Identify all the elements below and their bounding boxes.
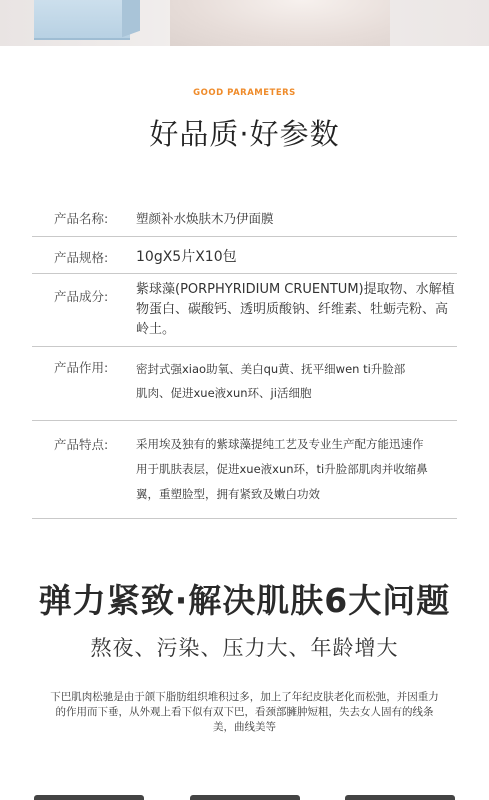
image-edge <box>34 795 144 800</box>
model-image <box>170 0 390 46</box>
divider <box>32 346 457 347</box>
image-edge <box>190 795 300 800</box>
section-description: 下巴肌肉松驰是由于颌下脂肪组织堆积过多，加上了年纪皮肤老化而松弛，并因重力的作用而下垂，从外观上看下似有双下巴，看颈部臃肿短粗，失去女人固有的线条美，曲线美等 <box>50 691 439 733</box>
section-subtitle-english: GOOD PARAMETERS <box>193 88 296 98</box>
param-value: 密封式强xiao助氧、美白qu黄、抚平细wen ti升脸部肌肉、促进xue液xun环、ji活细胞 <box>136 362 406 400</box>
param-row-ingredients <box>32 280 457 340</box>
param-row-spec <box>32 245 457 267</box>
divider <box>32 420 457 421</box>
param-value: 10gX5片X10包 <box>136 249 237 265</box>
param-value: 塑颜补水焕肤木乃伊面膜 <box>136 211 274 226</box>
param-row-name <box>32 207 457 227</box>
param-label: 产品成分: <box>54 289 109 304</box>
param-row-function <box>32 357 457 403</box>
param-value: 紫球藻(PORPHYRIDIUM CRUENTUM)提取物、水解植物蛋白、碳酸钙、透明质酸钠、纤维素、牡蛎壳粉、高岭土。 <box>136 282 455 337</box>
page-title: 好品质·好参数 <box>149 117 340 151</box>
product-box-image <box>34 0 130 40</box>
section-subtitle: 熬夜、污染、压力大、年龄增大 <box>90 636 399 660</box>
divider <box>32 518 457 519</box>
divider <box>32 236 457 237</box>
param-label: 产品特点: <box>54 437 109 452</box>
divider <box>32 273 457 274</box>
section-title: 弹力紧致·解决肌肤6大问题 <box>38 581 451 620</box>
param-label: 产品名称: <box>54 211 109 226</box>
hero-product-image <box>0 0 489 46</box>
param-label: 产品规格: <box>54 250 109 265</box>
param-label: 产品作用: <box>54 360 109 375</box>
image-edge <box>345 795 455 800</box>
param-value: 采用埃及独有的紫球藻提纯工艺及专业生产配方能迅速作用于肌肤表层，促进xue液xun环，ti升脸部肌肉并收缩鼻翼，重塑脸型，拥有紧致及嫩白功效 <box>136 437 428 501</box>
next-section-image-edge <box>0 795 489 800</box>
param-row-features <box>32 432 457 508</box>
